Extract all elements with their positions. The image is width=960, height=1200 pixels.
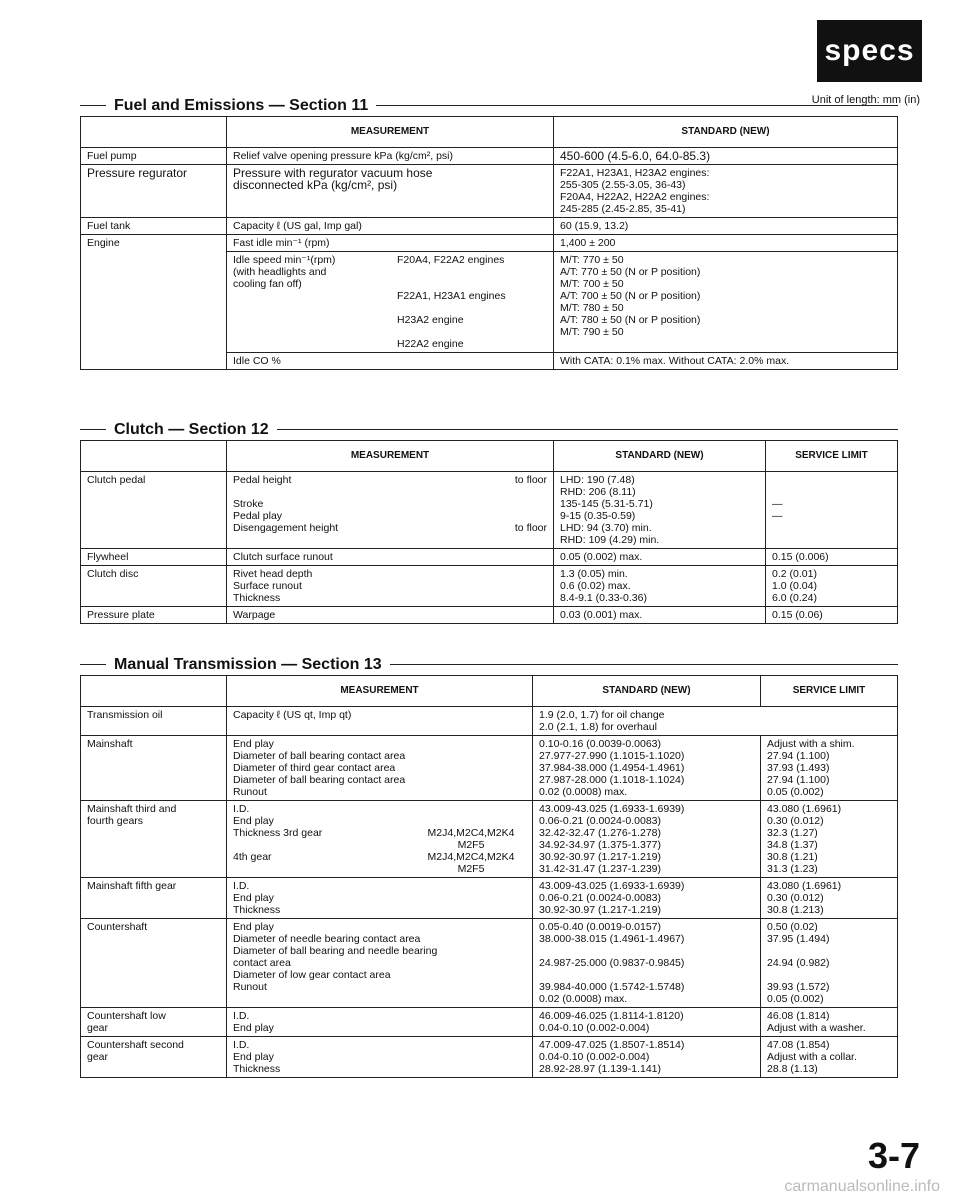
row-measurement: Relief valve opening pressure kPa (kg/cm², psi) [227,148,554,165]
fuel-header-standard: STANDARD (NEW) [554,117,898,148]
row-limit: 43.080 (1.6961) 0.30 (0.012) 30.8 (1.213) [761,878,898,919]
table-row [81,1008,898,1037]
mt-section-header [80,655,898,675]
unit-note: Unit of length: mm (in) [811,94,920,106]
clutch-header-measurement: MEASUREMENT [227,441,554,472]
row-standard: With CATA: 0.1% max. Without CATA: 2.0% max. [554,353,898,370]
row-limit: 0.50 (0.02) 37.95 (1.494) 24.94 (0.982) 39.93 (1.572) 0.05 (0.002) [761,919,898,1008]
fuel-header-item [81,117,227,148]
fuel-section-header [80,96,898,116]
mt-header-standard: STANDARD (NEW) [533,676,761,707]
mt-table [80,675,898,1078]
row-item: Fuel pump [81,148,227,165]
table-row [81,878,898,919]
mt-section [80,655,898,1078]
row-item: Mainshaft fifth gear [81,878,227,919]
clutch-table [80,440,898,624]
table-row [81,235,898,252]
row-standard: 0.03 (0.001) max. [554,607,766,624]
clutch-section [80,420,898,624]
row-standard: LHD: 190 (7.48) RHD: 206 (8.11) 135-145 (5.31-5.71) 9-15 (0.35-0.59) LHD: 94 (3.70) min. RHD: 109 (4.29) min. [554,472,766,549]
table-row [81,801,898,878]
row-item: Pressure regurator [81,165,227,218]
table-row [81,549,898,566]
table-row [81,607,898,624]
row-measurement: End play Diameter of ball bearing contact area Diameter of third gear contact area Diameter of ball bearing contact area Runout [227,736,533,801]
row-measurement: I.D. End play Thickness [227,878,533,919]
row-measurement: Capacity ℓ (US gal, Imp gal) [227,218,554,235]
row-standard: 1.9 (2.0, 1.7) for oil change 2.0 (2.1, 1.8) for overhaul [533,707,898,736]
row-limit: 46.08 (1.814) Adjust with a washer. [761,1008,898,1037]
mt-header-measurement: MEASUREMENT [227,676,533,707]
idle-speed-engines: F20A4, F22A2 engines F22A1, H23A1 engines H23A2 engine H22A2 engine [397,254,506,350]
row-limit: 0.15 (0.006) [766,549,898,566]
row-item: Flywheel [81,549,227,566]
table-row [81,148,898,165]
mt-header-item [81,676,227,707]
fuel-table [80,116,898,370]
gear-measurement-label: I.D. End play Thickness 3rd gear 4th gear [233,803,323,863]
fuel-header-measurement: MEASUREMENT [227,117,554,148]
row-measurement: Capacity ℓ (US qt, Imp qt) [227,707,533,736]
row-standard: 43.009-43.025 (1.6933-1.6939) 0.06-0.21 (0.0024-0.0083) 32.42-32.47 (1.276-1.278) 34.92-34.97 (1.375-1.377) 30.92-30.97 (1.217-1.219) 31.42-31.47 (1.237-1.239) [533,801,761,878]
table-row [81,919,898,1008]
row-measurement: Warpage [227,607,554,624]
row-standard: M/T: 770 ± 50 A/T: 770 ± 50 (N or P position) M/T: 700 ± 50 A/T: 700 ± 50 (N or P position) M/T: 780 ± 50 A/T: 780 ± 50 (N or P position) M/T: 790 ± 50 [554,252,898,353]
table-row [81,736,898,801]
row-item: Fuel tank [81,218,227,235]
row-measurement [227,472,554,549]
row-item: Transmission oil [81,707,227,736]
row-standard: 1.3 (0.05) min. 0.6 (0.02) max. 8.4-9.1 (0.33-0.36) [554,566,766,607]
row-standard: 1,400 ± 200 [554,235,898,252]
gear-measurement-models: M2J4,M2C4,M2K4 M2F5 M2J4,M2C4,M2K4 M2F5 [427,827,515,875]
row-item: Clutch disc [81,566,227,607]
row-measurement: Idle CO % [227,353,554,370]
row-item: Countershaft low gear [81,1008,227,1037]
pedal-measurement-label: Pedal height Stroke Pedal play Disengagement height [233,474,339,534]
row-limit: 47.08 (1.854) Adjust with a collar. 28.8 (1.13) [761,1037,898,1078]
row-limit: 43.080 (1.6961) 0.30 (0.012) 32.3 (1.27) 34.8 (1.37) 30.8 (1.21) 31.3 (1.23) [761,801,898,878]
row-standard: 0.05 (0.002) max. [554,549,766,566]
row-measurement: End play Diameter of needle bearing contact area Diameter of ball bearing and needle bearing contact area Diameter of low gear contact area Runout [227,919,533,1008]
table-row [81,707,898,736]
row-standard: 0.05-0.40 (0.0019-0.0157) 38.000-38.015 (1.4961-1.4967) 24.987-25.000 (0.9837-0.9845) 39.984-40.000 (1.5742-1.5748) 0.02 (0.0008) max. [533,919,761,1008]
table-row [81,218,898,235]
table-row [81,1037,898,1078]
row-limit: 0.2 (0.01) 1.0 (0.04) 6.0 (0.24) [766,566,898,607]
row-measurement: I.D. End play Thickness [227,1037,533,1078]
row-item: Mainshaft third and fourth gears [81,801,227,878]
row-measurement: Clutch surface runout [227,549,554,566]
clutch-section-title: Clutch — Section 12 [106,420,277,440]
row-measurement: Fast idle min⁻¹ (rpm) [227,235,554,252]
row-limit: Adjust with a shim. 27.94 (1.100) 37.93 (1.493) 27.94 (1.100) 0.05 (0.002) [761,736,898,801]
row-standard: 47.009-47.025 (1.8507-1.8514) 0.04-0.10 (0.002-0.004) 28.92-28.97 (1.139-1.141) [533,1037,761,1078]
row-standard: 0.10-0.16 (0.0039-0.0063) 27.977-27.990 (1.1015-1.1020) 37.984-38.000 (1.4954-1.4961) 27.987-28.000 (1.1018-1.1024) 0.02 (0.0008) max. [533,736,761,801]
row-measurement [227,801,533,878]
row-measurement [227,252,554,353]
row-item: Engine [81,235,227,370]
fuel-section [80,96,898,370]
row-measurement: I.D. End play [227,1008,533,1037]
row-item: Countershaft [81,919,227,1008]
idle-speed-label: Idle speed min⁻¹(rpm) (with headlights and cooling fan off) [233,254,336,290]
fuel-section-title: Fuel and Emissions — Section 11 [106,96,376,116]
row-item: Mainshaft [81,736,227,801]
clutch-section-header [80,420,898,440]
clutch-header-item [81,441,227,472]
pedal-measurement-ref: to floor to floor [514,474,547,534]
row-limit: 0.15 (0.06) [766,607,898,624]
row-item: Pressure plate [81,607,227,624]
row-standard: 450-600 (4.5-6.0, 64.0-85.3) [554,148,898,165]
table-row [81,472,898,549]
row-limit: — — [766,472,898,549]
row-measurement: Rivet head depth Surface runout Thickness [227,566,554,607]
row-standard: 43.009-43.025 (1.6933-1.6939) 0.06-0.21 (0.0024-0.0083) 30.92-30.97 (1.217-1.219) [533,878,761,919]
row-standard: F22A1, H23A1, H23A2 engines: 255-305 (2.55-3.05, 36-43) F20A4, H22A2, H22A2 engines: 245-285 (2.45-2.85, 35-41) [554,165,898,218]
table-row [81,566,898,607]
clutch-header-limit: SERVICE LIMIT [766,441,898,472]
clutch-header-standard: STANDARD (NEW) [554,441,766,472]
row-item: Clutch pedal [81,472,227,549]
table-row [81,165,898,218]
row-standard: 46.009-46.025 (1.8114-1.8120) 0.04-0.10 (0.002-0.004) [533,1008,761,1037]
mt-section-title: Manual Transmission — Section 13 [106,655,390,675]
page-number: 3-7 [867,1135,920,1176]
mt-header-limit: SERVICE LIMIT [761,676,898,707]
row-measurement: Pressure with regurator vacuum hose disconnected kPa (kg/cm², psi) [227,165,554,218]
row-item: Countershaft second gear [81,1037,227,1078]
row-standard: 60 (15.9, 13.2) [554,218,898,235]
specs-logo: specs [817,20,922,82]
watermark: carmanualsonline.info [784,1178,940,1195]
